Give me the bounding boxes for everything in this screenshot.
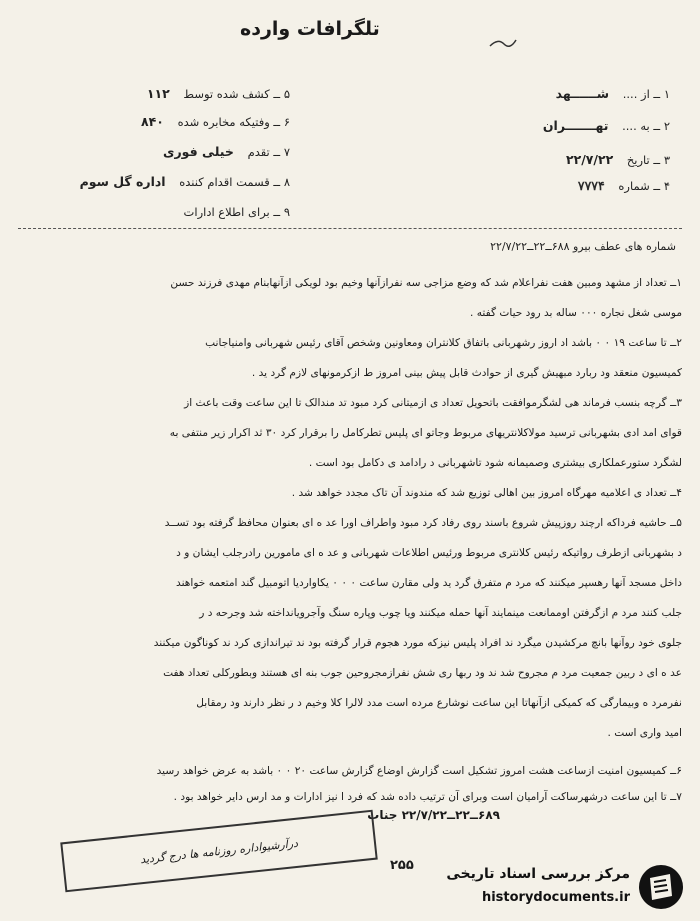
header-from-label: ۱ ــ از .... [622,87,670,101]
document-logo-icon [636,862,686,912]
header-action-dept-value: اداره گل سوم [79,174,166,189]
body-line: ۴ــ تعداد ی اعلامیه مهرگاه امروز بین اهالی توزیع شد که مندوند آن تاک مجدد خواهد شد . [291,487,682,499]
header-priority-value: خیلی فوری [163,144,234,159]
body-line: داخل مسجد آنها رهسپر میکنند که مرد م متفرق گرد ید ولی مقارن ساعت ۰ ۰ ۰ یکاواردیا اتومبیل گند امتعمه خواهند [176,577,682,589]
body-line: ۵ــ حاشیه فرداکه ارچند روزپیش شروع باسند روی رفاد کرد مبود واطراف اورا عد ه ای بعنوان محافظ گرفته بود تســد [164,517,682,529]
header-decoded-by-value: ۱۱۲ [146,86,170,101]
body-line: کمیسیون منعقد ود ربارد مبهیش گیری از حوادث قابل پیش بینی امروز ط ازکرمونهای لازم گرد ید . [251,367,682,379]
telegram-body-end [22,758,682,810]
header-date-label: ۳ ــ تاریخ [626,153,670,167]
header-date-value: ۲۲/۷/۲۲ [565,152,614,167]
body-line: نفرمرد ه وبیمارگی که کمیکی ازآنهاتا این ساعت نوشارع مرده است مدد لالرا کلا وخیم د ر نظر دارند ود رمقابل [196,697,682,709]
header-from-value: ﺷــــــﻬﺪ [555,86,610,101]
watermark-url: historydocuments.ir [481,890,630,905]
body-line: امید واری است . [607,727,682,739]
document-title: تلگرافات وارده [240,18,380,40]
archive-stamp [60,810,378,893]
body-line: ۲ــ تا ساعت ۱۹ ۰ ۰ باشد اد اروز رشهربانی باتفاق کلانتران ومعاونین وشخص آقای رئیس شهربانی وامنیاجانب [205,337,682,349]
signoff: ۶۸۹ــ۲۲ــ۲۲/۷/۲۲ جناب [367,808,500,822]
header-transmitted-label: ۶ ــ وفتیکه مخابره شده [177,115,290,129]
header-decoded-by [147,86,290,101]
body-line: ۳ــ گرچه بنسب فرماند هی لشگرموافقت باتحویل تعداد ی ازمیتانی کرد مبود تد مندالک تا این ساعت وقت باعث از [184,397,682,409]
header-to [543,118,670,133]
body-line: لشگرد ستورعملکاری بیشتری وصمیمانه شود تاشهربانی د رادامد ی دکامل بود است . [308,457,682,469]
body-line: قوای امد ادی بشهربانی ترسید مولاکلانتریهای مربوط وجاتو ای پلیس تطرکامل را برقرار کرد ۳۰ ثد اکرار زیر منتفی به [169,427,682,439]
telegram-body [22,268,682,748]
header-number-value: ۷۷۷۴ [577,178,605,193]
header-transmitted [141,114,290,129]
body-line: موسی شغل نجاره ۰۰۰ ساله بد رود حیات گفته . [469,307,682,319]
body-line: ۶ــ کمیسیون امنیت ازساعت هشت امروز تشکیل است گزارش اوضاع گزارش ساعت ۲۰ ۰ ۰ باشد به عرض خواهد رسید [156,765,682,777]
header-transmitted-value: ۸۴۰ [141,114,164,129]
header-to-value: ﺗﻬـــــــﺮان [542,118,609,133]
reference-line: شماره های عطف بیرو ۶۸۸ــ۲۲ــ۲۲/۷/۲۲ [490,240,676,253]
body-line: جلب کنند مرد م ازگرفتن اوممانعت مینمایند آنها حمله میکنند ویا چوب وپاره سنگ وآجرویانداخته شد وجرحه د ر [199,607,682,619]
header-action-dept-label: ۸ ــ قسمت اقدام کننده [179,175,290,189]
handwritten-number: ۲۵۵ [390,858,414,873]
watermark-name: مرکز بررسی اسناد تاریخی [446,866,630,882]
body-line: عد ه ای د ربین جمعیت مرد م مجروح شد ند ود ربها ری شش نفرازمجروحین جوب بنه ای هستند وبطورکلی تعداد هفت [163,667,682,679]
watermark [420,860,690,916]
archive-stamp-text: درآرشیواداره روزنامه ها درج گردید [139,836,299,866]
header-divider [18,228,682,229]
body-line: د بشهربانی ازطرف رواتیکه رئیس کلانتری مربوط ورئیس اطلاعات شهربانی و عد ه ای مامورین رادرجلب ایشان و د [176,547,682,559]
header-number [578,178,670,193]
body-line: ۷ــ تا این ساعت درشهرساکت آرامیان است وبرای آن ترتیب داده شد که فرد ا نیز ادارات و مد ارس دایر خواهد بود . [173,791,682,803]
header-info [174,204,290,219]
pen-mark-icon [488,36,518,50]
body-line: ۱ــ تعداد از مشهد ومبین هفت نفراعلام شد که وضع مزاجی سه نفرازآنها وخیم بود لویکی ازآنهابنام مهدی فرزند حسن [170,277,682,289]
header-number-label: ۴ ــ شماره [618,179,670,193]
header-to-label: ۲ ــ به .... [622,119,670,133]
header-from [556,86,670,101]
header-date [566,152,670,167]
header-priority-label: ۷ ــ تقدم [247,145,290,159]
header-info-label: ۹ ــ برای اطلاع ادارات [183,205,290,219]
header-priority [163,144,290,159]
header-decoded-by-label: ۵ ــ کشف شده توسط [183,87,290,101]
body-line: جلوی خود روآنها بانچ مرکشیدن میگرد ند افراد پلیس نیزکه مورد هجوم قرار گرفته بود ند تیراندازی کرد ند کوناگون میکنند [153,637,682,649]
header-action-dept [80,174,290,189]
